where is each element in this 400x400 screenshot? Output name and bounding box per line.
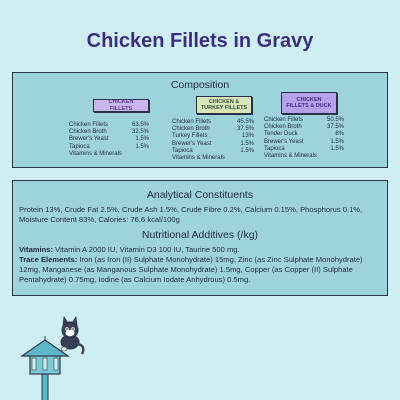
page-title: Chicken Fillets in Gravy (86, 30, 314, 52)
trace-elements-label: Trace Elements: (19, 255, 78, 264)
ingredient-row: Chicken Broth 37.5% (264, 124, 344, 131)
ingredient-row: Tapioca 1.5% (264, 145, 344, 152)
ingredient-row: Turkey Fillets 13% (172, 133, 254, 140)
vitamins-value: Vitamin A 2000 IU, Vitamin D3 100 IU, Taurine 500 mg. (53, 245, 240, 254)
product-tag-duck: CHICKEN FILLETS & DUCK (281, 92, 337, 114)
composition-panel (12, 72, 388, 168)
ingredient-row: Tapioca 1.5% (172, 147, 254, 154)
trace-elements-text (13, 255, 387, 285)
analytical-panel (12, 180, 388, 296)
ingredient-row: Chicken Fillets 45.5% (172, 119, 254, 125)
ingredient-row: Chicken Broth 37.5% (172, 126, 254, 133)
composition-heading: Composition (170, 79, 230, 91)
ingredient-row: Brewer's Yeast 1.5% (264, 138, 344, 145)
vitamins-text (13, 245, 387, 255)
trace-elements-value: Iron (as Iron (II) Sulphate Monohydrate) 15mg, Zinc (as Zinc Sulphate Monohydrate) 12mg, Manganese (as Manganous Sulphate Monohydrate) 1.5mg, Copper (as Copper (II) Sulphate Pentahydrate) 0.75mg, Iodine (as Calcium Iodate Anhydrous) 0.5mg. (19, 255, 363, 284)
ingredient-row: Chicken Fillets 50.5% (264, 117, 344, 123)
product-column-chicken (69, 91, 173, 158)
ingredient-row: Brewer's Yeast 1.5% (69, 136, 149, 143)
analytical-text: Protein 13%, Crude Fat 2.5%, Crude Ash 1.5%, Crude Fibre 0.2%, Calcium 0.15%, Phosphorus 0.1%, Moisture Content 83%, Calories: 76.6 kcal/100g (19, 205, 363, 224)
product-tag-chicken: CHICKEN FILLETS (93, 99, 149, 112)
ingredient-row: Vitamins & Minerals (264, 153, 317, 160)
product-column-turkey (172, 91, 276, 162)
ingredient-row: Vitamins & Minerals (172, 155, 225, 162)
product-column-duck (264, 91, 368, 160)
product-tag-turkey: CHICKEN & TURKEY FILLETS (196, 96, 252, 114)
ingredient-row: Chicken Broth 32.5% (69, 129, 149, 136)
ingredient-row: Tender Duck 8% (264, 131, 344, 138)
analytical-heading: Analytical Constituents (146, 189, 254, 201)
ingredient-row: Brewer's Yeast 1.5% (172, 140, 254, 147)
vitamins-label: Vitamins: (19, 245, 54, 254)
ingredient-row: Tapioca 1.5% (69, 143, 149, 150)
additives-heading: Nutritional Additives (/kg) (141, 229, 259, 241)
cat-on-birdhouse-icon (8, 316, 88, 400)
ingredient-row: Chicken Fillets 63.5% (69, 122, 149, 128)
ingredient-row: Vitamins & Minerals (69, 150, 122, 157)
